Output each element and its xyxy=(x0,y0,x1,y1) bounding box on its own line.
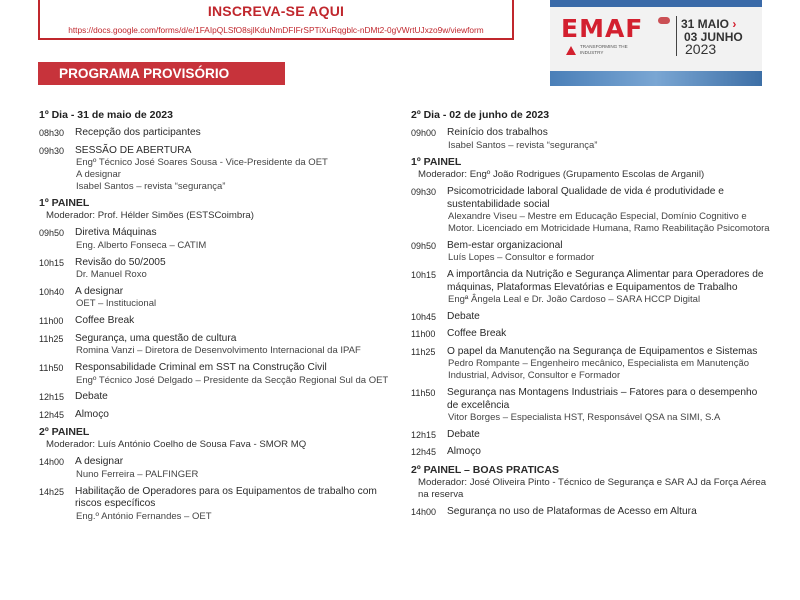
registration-link[interactable]: https://docs.google.com/forms/d/e/1FAIpQLSfO8sjlKduNmDFIFrSPTiXuRqgblc-nDMt2-0gVWrtUJxzo9w/viewform xyxy=(68,25,484,35)
schedule-item xyxy=(39,227,389,251)
session-time: 09h00 xyxy=(411,128,437,138)
schedule-row xyxy=(39,227,389,240)
session-time: 14h25 xyxy=(39,486,65,497)
session-title: Almoço xyxy=(447,446,481,458)
schedule-item xyxy=(39,315,389,328)
emaf-logo: EMAF xyxy=(561,14,644,43)
session-title: Responsabilidade Criminal em SST na Construção Civil xyxy=(75,362,327,374)
session-title: Debate xyxy=(447,310,480,322)
panel-moderator: Moderador: Luís António Coelho de Sousa Fava - SMOR MQ xyxy=(46,439,307,451)
session-speaker: Nuno Ferreira – PALFINGER xyxy=(76,468,199,480)
schedule-item xyxy=(411,311,771,324)
session-title: Segurança, uma questão de cultura xyxy=(75,332,237,344)
session-title: Revisão do 50/2005 xyxy=(75,256,166,268)
start-date-text: 31 MAIO xyxy=(681,17,730,31)
session-time: 08h30 xyxy=(39,128,65,138)
schedule-item xyxy=(39,456,389,480)
session-time: 12h15 xyxy=(39,392,65,403)
session-speaker: Pedro Rompante – Engenheiro mecânico, Especialista em Manutenção Industrial, Advisor, Consultor e Formador xyxy=(448,358,750,382)
session-speaker: Romina Vanzi – Diretora de Desenvolvimento Internacional da IPAF xyxy=(76,345,361,357)
session-title: Coffee Break xyxy=(447,328,507,340)
schedule-item xyxy=(39,333,389,357)
day1-panel2-header xyxy=(39,426,389,451)
schedule-row xyxy=(39,145,389,158)
schedule-item xyxy=(411,429,771,442)
schedule-item xyxy=(39,409,389,422)
schedule-row xyxy=(39,127,389,140)
session-title: Almoço xyxy=(75,408,109,420)
schedule-row xyxy=(39,391,389,404)
schedule-item xyxy=(411,127,771,151)
schedule-row xyxy=(411,506,771,519)
schedule-row xyxy=(411,328,771,341)
schedule-row xyxy=(39,362,389,375)
session-speaker: Luís Lopes – Consultor e formador xyxy=(448,252,595,264)
event-year: 2023 xyxy=(685,41,717,57)
schedule-item xyxy=(39,391,389,404)
schedule-row xyxy=(39,333,389,346)
logo-triangle-icon xyxy=(566,46,576,55)
schedule-row xyxy=(39,315,389,328)
schedule-item xyxy=(411,506,771,519)
session-speaker: Isabel Santos – revista “segurança” xyxy=(448,139,598,151)
banner-top-strip xyxy=(550,0,762,7)
session-title: Reinício dos trabalhos xyxy=(447,127,548,138)
program-header: PROGRAMA PROVISÓRIO xyxy=(38,62,285,85)
session-title: Habilitação de Operadores para os Equipamentos de trabalho com riscos específicos xyxy=(75,485,377,510)
banner-bottom-image xyxy=(550,71,762,86)
session-time: 11h00 xyxy=(39,316,64,327)
panel-moderator: Moderador: Engº João Rodrigues (Grupamento Escolas de Arganil) xyxy=(418,169,705,181)
session-time: 10h15 xyxy=(39,257,65,268)
day1-title: 1º Dia - 31 de maio de 2023 xyxy=(39,109,173,121)
session-speaker: Isabel Santos – revista “segurança” xyxy=(76,180,226,192)
pill-icon xyxy=(658,17,670,24)
day1-column xyxy=(39,109,389,527)
schedule-item xyxy=(39,127,389,140)
schedule-row xyxy=(411,186,771,211)
session-title: Coffee Break xyxy=(75,315,135,327)
panel-title: 2º PAINEL xyxy=(39,426,90,439)
date-arrow-icon: › xyxy=(732,17,737,31)
session-time: 12h15 xyxy=(411,429,437,440)
session-time: 12h45 xyxy=(411,447,437,458)
schedule-row xyxy=(411,240,771,253)
day2-panel1-header xyxy=(411,156,771,181)
session-title: SESSÃO DE ABERTURA xyxy=(75,144,192,156)
event-end-date: 03 JUNHO xyxy=(684,30,743,44)
schedule-row xyxy=(39,409,389,422)
schedule-row xyxy=(411,346,771,359)
schedule-item xyxy=(411,387,771,424)
session-time: 11h00 xyxy=(411,329,436,340)
session-title: O papel da Manutenção na Segurança de Equipamentos e Sistemas xyxy=(447,345,758,357)
session-title: Recepção dos participantes xyxy=(75,127,201,138)
schedule-row xyxy=(411,429,771,442)
schedule-row xyxy=(411,446,771,459)
session-time: 11h25 xyxy=(39,333,64,344)
schedule-row xyxy=(39,486,389,511)
schedule-row xyxy=(39,286,389,299)
session-time: 12h45 xyxy=(39,409,65,420)
session-speaker: Alexandre Viseu – Mestre em Educação Especial, Domínio Cognitivo e Motor. Licenciado em Motricidade Humana, Ramo Reabilitação Psicomotora xyxy=(448,211,770,235)
registration-box xyxy=(38,0,514,40)
session-title: Psicomotricidade laboral Qualidade de vida é produtividade e sustentabilidade social xyxy=(447,186,724,210)
session-time: 11h50 xyxy=(411,388,436,399)
session-time: 11h50 xyxy=(39,363,64,374)
session-speaker: Engº Técnico José Soares Sousa - Vice-Presidente da OET xyxy=(76,157,328,168)
session-time: 11h25 xyxy=(411,346,436,357)
panel-title: 1º PAINEL xyxy=(39,197,90,210)
session-time: 09h50 xyxy=(411,240,437,251)
schedule-item xyxy=(39,257,389,281)
day2-title: 2º Dia - 02 de junho de 2023 xyxy=(411,109,550,121)
schedule-item xyxy=(39,145,389,193)
schedule-item xyxy=(411,186,771,235)
schedule-item xyxy=(39,286,389,310)
schedule-item xyxy=(411,328,771,341)
session-title: Debate xyxy=(447,428,480,440)
registration-title[interactable]: INSCREVA-SE AQUI xyxy=(207,3,345,19)
schedule-row xyxy=(411,269,771,294)
session-time: 10h40 xyxy=(39,286,65,297)
schedule-row xyxy=(39,456,389,469)
session-speaker: Engª Ângela Leal e Dr. João Cardoso – SARA HCCP Digital xyxy=(448,294,701,306)
schedule-row xyxy=(411,127,771,140)
schedule-item xyxy=(411,446,771,459)
panel-title: 1º PAINEL xyxy=(411,156,462,169)
schedule-row xyxy=(411,311,771,324)
session-title: Segurança nas Montagens Industriais – Fatores para o desempenho de excelência xyxy=(447,387,758,411)
schedule-item xyxy=(39,486,389,523)
session-time: 14h00 xyxy=(39,457,65,468)
session-title: Bem-estar organizacional xyxy=(447,239,563,251)
session-speaker: Eng.º António Fernandes – OET xyxy=(76,510,212,522)
schedule-item xyxy=(411,269,771,306)
session-title: A importância da Nutrição e Segurança Alimentar para Operadores de máquinas, Plataformas Elevatórias e Equipamentos de Trabalho xyxy=(447,269,764,293)
session-speaker: Engº Técnico José Delgado – Presidente da Secção Regional Sul da OET xyxy=(76,374,389,386)
session-speaker: A designar xyxy=(76,168,121,180)
session-title: Diretiva Máquinas xyxy=(75,227,157,239)
schedule-item xyxy=(411,346,771,382)
session-speaker: Eng. Alberto Fonseca – CATIM xyxy=(76,239,207,251)
session-title: Debate xyxy=(75,391,108,403)
session-time: 14h00 xyxy=(411,506,437,517)
session-speaker: Vitor Borges – Especialista HST, Responsável QSA na SIMI, S.A xyxy=(448,412,721,424)
session-title: A designar xyxy=(75,456,124,468)
banner-divider xyxy=(676,16,677,56)
logo-tagline: TRANSFORMING THE INDUSTRY xyxy=(580,44,628,55)
day1-panel1-header xyxy=(39,197,389,222)
panel-moderator: Moderador: Prof. Hélder Simões (ESTSCoimbra) xyxy=(46,210,254,222)
session-title: A designar xyxy=(75,285,124,297)
schedule-row xyxy=(411,387,771,412)
session-time: 09h30 xyxy=(411,187,437,198)
session-time: 09h30 xyxy=(39,145,65,156)
schedule-item xyxy=(411,240,771,264)
session-time: 10h15 xyxy=(411,270,437,281)
panel-title: 2º PAINEL – BOAS PRATICAS xyxy=(411,463,559,476)
day2-column xyxy=(411,109,771,523)
event-banner xyxy=(550,0,762,86)
day2-panel2-header xyxy=(411,464,771,501)
panel-moderator: Moderador: José Oliveira Pinto - Técnico de Segurança e SAR AJ da Força Aérea na reserva xyxy=(418,476,767,500)
session-time: 10h45 xyxy=(411,311,437,322)
schedule-row xyxy=(39,257,389,270)
session-title: Segurança no uso de Plataformas de Acesso em Altura xyxy=(447,505,697,517)
session-speaker: Dr. Manuel Roxo xyxy=(76,269,147,281)
event-start-date xyxy=(681,17,736,31)
session-time: 09h50 xyxy=(39,228,65,239)
session-speaker: OET – Institucional xyxy=(76,298,157,310)
schedule-item xyxy=(39,362,389,386)
